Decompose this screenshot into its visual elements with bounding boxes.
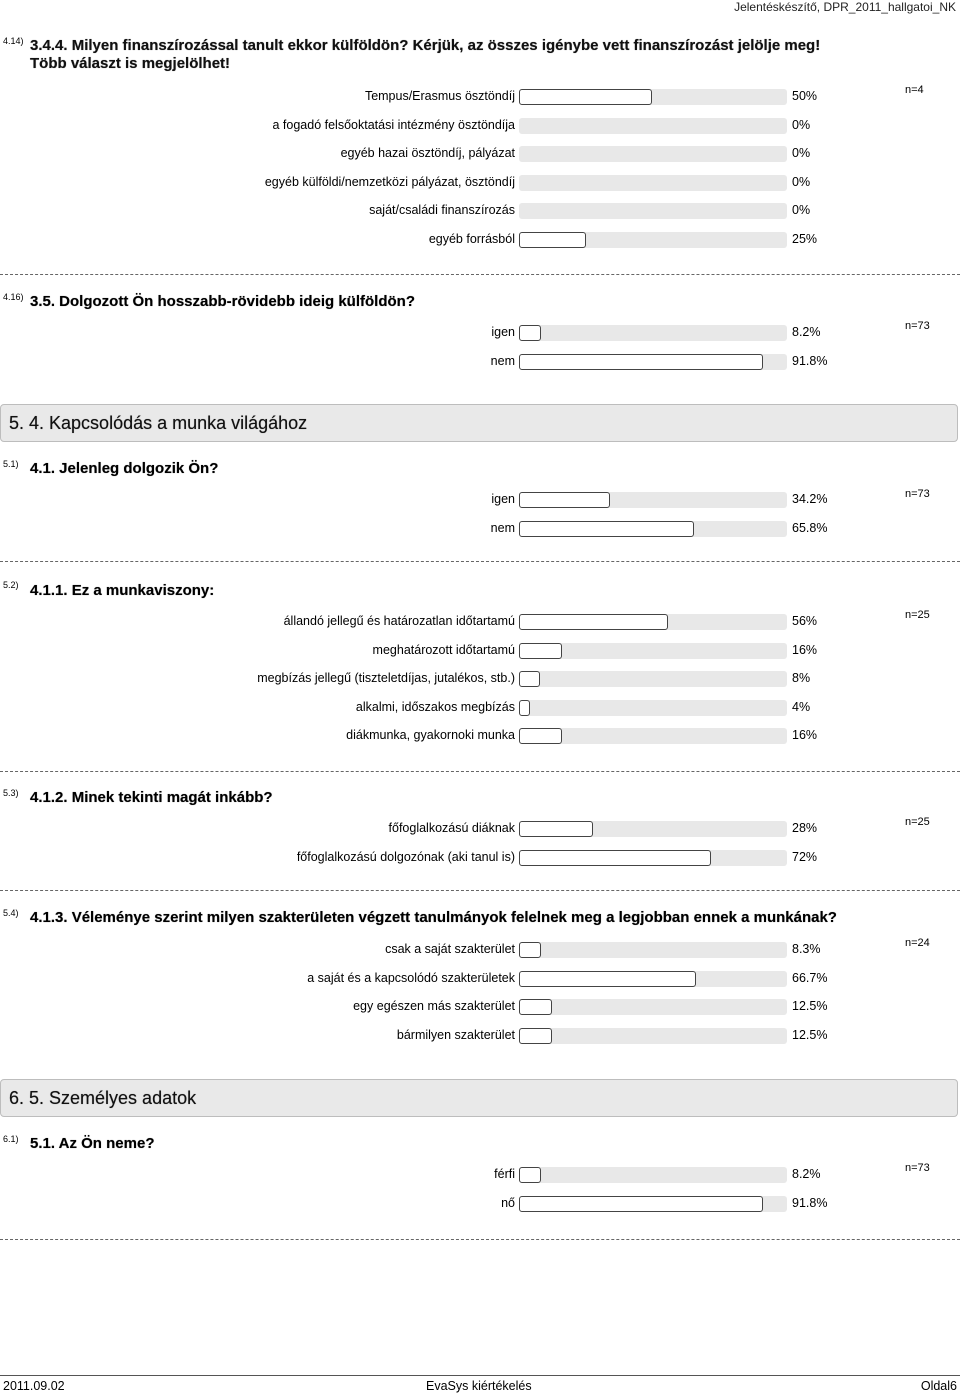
answer-label: egyéb külföldi/nemzetközi pályázat, ösztöndíj: [264, 175, 515, 189]
answer-bar-fill: [519, 1028, 552, 1044]
footer-page: Oldal6: [920, 1379, 957, 1393]
response-count: n=24: [905, 937, 930, 949]
answer-percentage: 91.8%: [792, 354, 828, 368]
answer-bar-fill: [519, 821, 593, 837]
answer-percentage: 16%: [792, 643, 818, 657]
answer-label: csak a saját szakterület: [385, 942, 515, 956]
answer-label: férfi: [494, 1167, 515, 1181]
answer-percentage: 66.7%: [792, 971, 828, 985]
divider: [0, 274, 960, 275]
answer-bar-fill: [519, 325, 541, 341]
answer-percentage: 50%: [792, 89, 818, 103]
answer-bar-track: [519, 643, 787, 659]
question-title: 4.1.1. Ez a munkaviszony:: [30, 582, 215, 599]
question-number: 4.16): [3, 292, 24, 302]
response-count: n=73: [905, 320, 930, 332]
question-title-note: Több választ is megjelölhet!: [30, 55, 231, 72]
answer-bar-track: [519, 1028, 787, 1044]
answer-bar-fill: [519, 728, 562, 744]
response-count: n=73: [905, 488, 930, 500]
answer-label: nem: [490, 521, 515, 535]
footer-date: 2011.09.02: [3, 1379, 65, 1393]
answer-bar-track: [519, 354, 787, 370]
answer-bar-fill: [519, 492, 610, 508]
answer-bar-fill: [519, 232, 586, 248]
question-number: 5.1): [3, 459, 19, 469]
answer-percentage: 0%: [792, 203, 811, 217]
response-count: n=25: [905, 816, 930, 828]
answer-bar-fill: [519, 999, 552, 1015]
question-number: 6.1): [3, 1134, 19, 1144]
answer-bar-track: [519, 232, 787, 248]
answer-bar-fill: [519, 850, 711, 866]
question-title: 5.1. Az Ön neme?: [30, 1135, 155, 1152]
divider: [0, 1239, 960, 1240]
answer-percentage: 8%: [792, 671, 811, 685]
answer-label: bármilyen szakterület: [396, 1028, 515, 1042]
answer-label: nő: [501, 1196, 515, 1210]
answer-percentage: 12.5%: [792, 999, 828, 1013]
answer-bar-track: [519, 850, 787, 866]
answer-bar-fill: [519, 614, 668, 630]
question-number: 5.4): [3, 908, 19, 918]
answer-percentage: 65.8%: [792, 521, 828, 535]
answer-bar-fill: [519, 942, 541, 958]
answer-bar-track: [519, 1167, 787, 1183]
answer-bar-track: [519, 203, 787, 219]
answer-bar-track: [519, 971, 787, 987]
answer-percentage: 0%: [792, 175, 811, 189]
answer-percentage: 8.3%: [792, 942, 821, 956]
section-header: [0, 1079, 958, 1117]
answer-bar-track: [519, 146, 787, 162]
answer-label: diákmunka, gyakornoki munka: [346, 728, 515, 742]
answer-label: főfoglalkozású diáknak: [388, 821, 515, 835]
answer-percentage: 8.2%: [792, 1167, 821, 1181]
section-title: 6. 5. Személyes adatok: [9, 1088, 197, 1108]
answer-percentage: 0%: [792, 118, 811, 132]
question-title: 3.5. Dolgozott Ön hosszabb-rövidebb ideig külföldön?: [30, 293, 415, 310]
report-header: Jelentéskészítő, DPR_2011_hallgatoi_NK: [734, 0, 956, 14]
answer-label: meghatározott időtartamú: [372, 643, 515, 657]
answer-percentage: 34.2%: [792, 492, 828, 506]
answer-bar-track: [519, 175, 787, 191]
footer-rule: [0, 1375, 960, 1376]
answer-bar-track: [519, 671, 787, 687]
answer-bar-track: [519, 325, 787, 341]
answer-bar-track: [519, 118, 787, 134]
answer-label: alkalmi, időszakos megbízás: [355, 700, 515, 714]
answer-label: állandó jellegű és határozatlan időtartamú: [283, 614, 515, 628]
divider: [0, 561, 960, 562]
answer-bar-track: [519, 999, 787, 1015]
answer-bar-fill: [519, 1167, 541, 1183]
question-title: 4.1.3. Véleménye szerint milyen szakterületen végzett tanulmányok felelnek meg a legjobban ennek a munkának?: [30, 909, 837, 926]
answer-percentage: 72%: [792, 850, 818, 864]
answer-bar-track: [519, 521, 787, 537]
answer-label: igen: [491, 325, 515, 339]
divider: [0, 890, 960, 891]
answer-label: saját/családi finanszírozás: [369, 203, 515, 217]
answer-label: egyéb hazai ösztöndíj, pályázat: [340, 146, 515, 160]
answer-bar-fill: [519, 643, 562, 659]
question-title: 4.1.2. Minek tekinti magát inkább?: [30, 789, 273, 806]
answer-label: igen: [491, 492, 515, 506]
answer-percentage: 8.2%: [792, 325, 821, 339]
answer-percentage: 12.5%: [792, 1028, 828, 1042]
answer-bar-fill: [519, 671, 540, 687]
answer-bar-track: [519, 821, 787, 837]
answer-label: egyéb forrásból: [428, 232, 515, 246]
section-header: [0, 404, 958, 442]
answer-bar-track: [519, 728, 787, 744]
answer-label: Tempus/Erasmus ösztöndíj: [364, 89, 515, 103]
answer-bar-fill: [519, 354, 763, 370]
answer-percentage: 0%: [792, 146, 811, 160]
answer-label: főfoglalkozású dolgozónak (aki tanul is): [296, 850, 515, 864]
answer-percentage: 56%: [792, 614, 818, 628]
answer-label: a saját és a kapcsolódó szakterületek: [307, 971, 515, 985]
answer-percentage: 28%: [792, 821, 818, 835]
answer-bar-fill: [519, 521, 694, 537]
answer-percentage: 16%: [792, 728, 818, 742]
response-count: n=73: [905, 1162, 930, 1174]
question-number: 5.3): [3, 788, 19, 798]
answer-bar-fill: [519, 700, 530, 716]
question-title: 3.4.4. Milyen finanszírozással tanult ekkor külföldön? Kérjük, az összes igénybe vett finanszírozást jelölje meg!: [30, 37, 821, 54]
question-number: 5.2): [3, 580, 19, 590]
answer-bar-fill: [519, 1196, 763, 1212]
answer-bar-fill: [519, 971, 696, 987]
answer-percentage: 25%: [792, 232, 818, 246]
response-count: n=4: [905, 84, 924, 96]
divider: [0, 771, 960, 772]
answer-bar-track: [519, 1196, 787, 1212]
answer-bar-track: [519, 700, 787, 716]
response-count: n=25: [905, 609, 930, 621]
answer-bar-fill: [519, 89, 652, 105]
answer-label: a fogadó felsőoktatási intézmény ösztöndíja: [272, 118, 515, 132]
answer-label: nem: [490, 354, 515, 368]
answer-bar-track: [519, 89, 787, 105]
answer-percentage: 4%: [792, 700, 811, 714]
question-number: 4.14): [3, 36, 24, 46]
answer-bar-track: [519, 492, 787, 508]
answer-bar-track: [519, 614, 787, 630]
section-title: 5. 4. Kapcsolódás a munka világához: [9, 413, 308, 433]
answer-bar-track: [519, 942, 787, 958]
answer-label: egy egészen más szakterület: [353, 999, 515, 1013]
answer-label: megbízás jellegű (tiszteletdíjas, jutalékos, stb.): [257, 671, 515, 685]
footer-center: EvaSys kiértékelés: [426, 1379, 532, 1393]
answer-percentage: 91.8%: [792, 1196, 828, 1210]
question-title: 4.1. Jelenleg dolgozik Ön?: [30, 460, 219, 477]
